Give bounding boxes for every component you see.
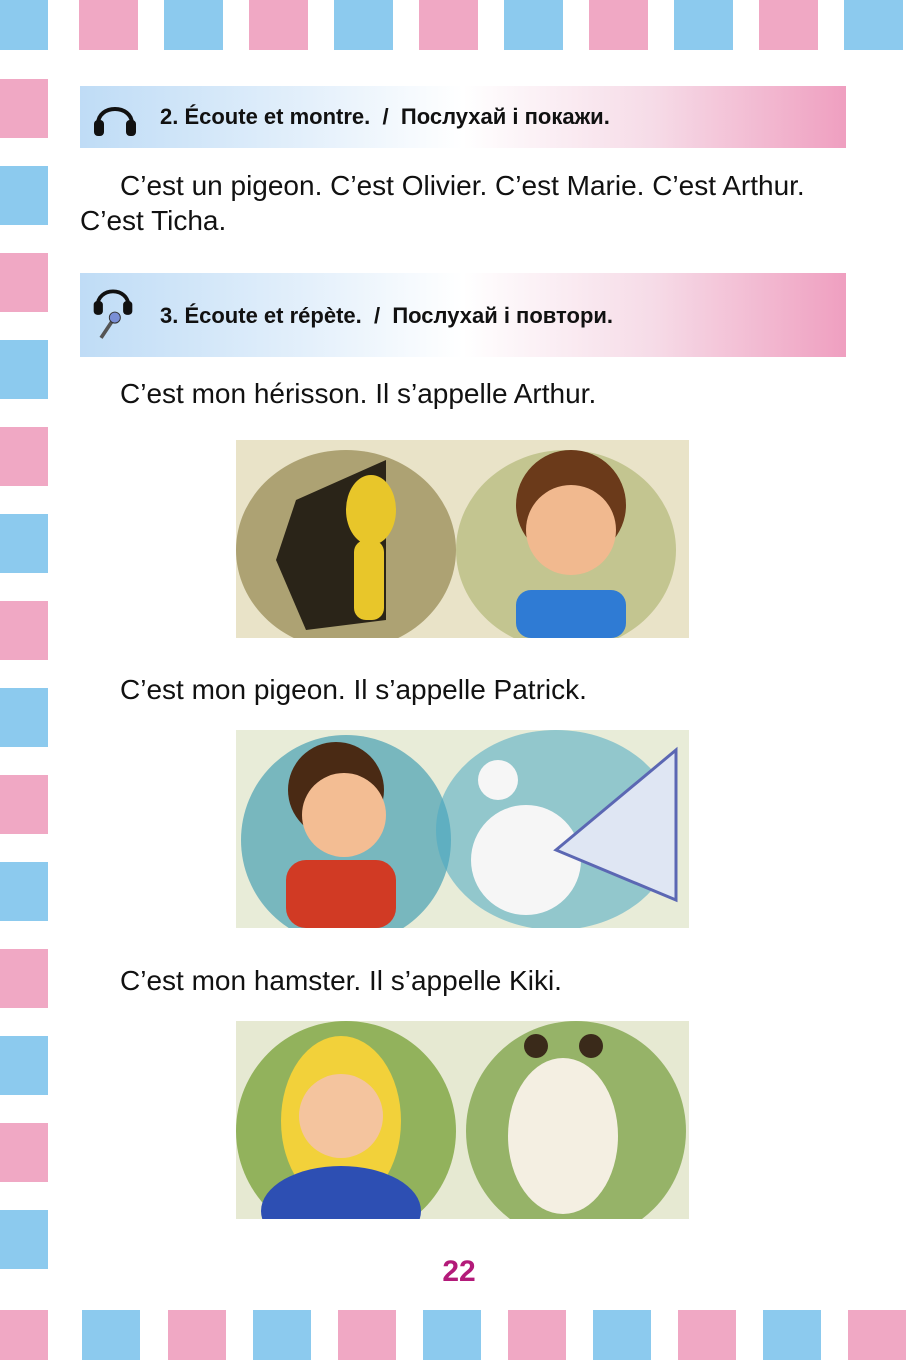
border-square [334, 0, 393, 50]
border-square [0, 253, 48, 312]
border-square [0, 949, 48, 1008]
headphones-microphone-icon [90, 277, 136, 349]
exercise-2-french-title: 2. Écoute et montre. [160, 104, 371, 129]
border-square [504, 0, 563, 50]
border-square [0, 775, 48, 834]
border-square [593, 1310, 651, 1360]
exercise-3-title [160, 303, 613, 329]
border-square [0, 514, 48, 573]
exercise-2-title [160, 104, 610, 130]
sentence-hedgehog: C’est mon hérisson. Il s’appelle Arthur. [120, 378, 597, 409]
page-number: 22 [442, 1255, 476, 1288]
border-square [674, 0, 733, 50]
boy-and-pigeon-illustration [236, 730, 689, 928]
border-square [0, 1123, 48, 1182]
sentence-hamster: C’est mon hamster. Il s’appelle Kiki. [120, 965, 562, 996]
border-square [0, 427, 48, 486]
exercise-3-french-title: 3. Écoute et répète. [160, 303, 362, 328]
border-square [678, 1310, 736, 1360]
title-separator: / [373, 303, 381, 328]
exercise-2-header [80, 86, 846, 148]
border-square [419, 0, 478, 50]
border-square [168, 1310, 226, 1360]
sentence-pigeon: C’est mon pigeon. Il s’appelle Patrick. [120, 674, 587, 705]
exercise-3-ukrainian-title: Послухай і повтори. [392, 303, 614, 328]
border-square [0, 1036, 48, 1095]
border-square [848, 1310, 906, 1360]
border-square [0, 1310, 48, 1360]
headphones-icon [90, 92, 140, 142]
exercise-3-header [80, 273, 846, 357]
border-square [759, 0, 818, 50]
border-square [0, 862, 48, 921]
exercise-2-text: C’est un pigeon. C’est Olivier. C’est Marie. C’est Arthur. C’est Ticha. [80, 170, 805, 236]
border-square [249, 0, 308, 50]
border-square [0, 340, 48, 399]
border-square [589, 0, 648, 50]
hedgehog-and-boy-illustration [236, 440, 689, 638]
title-separator: / [382, 104, 389, 129]
border-square [423, 1310, 481, 1360]
border-square [79, 0, 138, 50]
border-square [0, 688, 48, 747]
border-square [0, 0, 48, 50]
border-square [338, 1310, 396, 1360]
border-square [82, 1310, 140, 1360]
border-square [164, 0, 223, 50]
border-square [0, 79, 48, 138]
border-square [508, 1310, 566, 1360]
exercise-2-ukrainian-title: Послухай і покажи. [400, 104, 610, 129]
girl-and-hamster-illustration [236, 1021, 689, 1219]
border-square [0, 601, 48, 660]
border-square [253, 1310, 311, 1360]
border-square [844, 0, 903, 50]
border-square [763, 1310, 821, 1360]
border-square [0, 166, 48, 225]
